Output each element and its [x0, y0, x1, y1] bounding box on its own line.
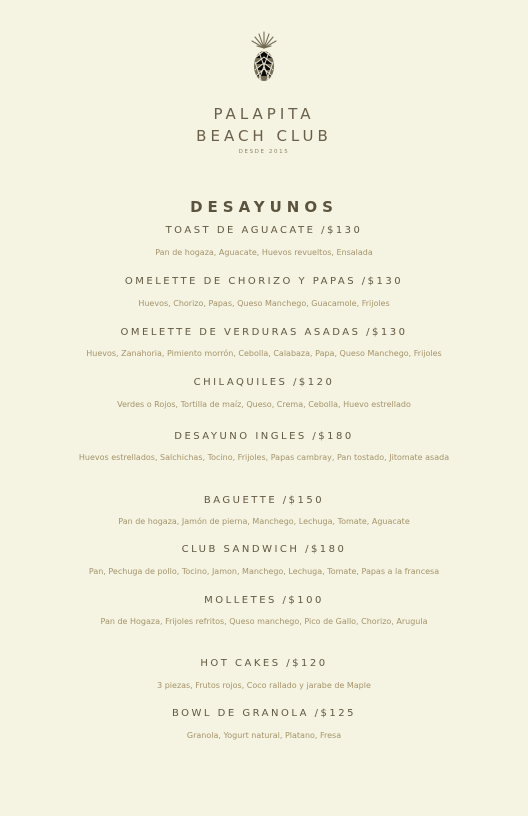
- brand-since-text: DESDE 2015: [238, 149, 290, 155]
- menu-item-title: OMELETTE DE VERDURAS ASADAS /$130: [120, 327, 408, 338]
- menu-item-description: Huevos, Chorizo, Papas, Queso Manchego, Guacamole, Frijoles: [138, 299, 390, 308]
- menu-item-title: CLUB SANDWICH /$180: [181, 544, 347, 555]
- menu-item-title: TOAST DE AGUACATE /$130: [165, 225, 363, 236]
- section-title-breakfast: DESAYUNOS: [190, 198, 338, 217]
- menu-item-title: BAGUETTE /$150: [203, 495, 325, 506]
- menu-item-title: CHILAQUILES /$120: [193, 377, 335, 388]
- pineapple-icon: [0, 30, 528, 86]
- brand-name-line-one: PALAPITA: [213, 105, 315, 123]
- menu-item-title: MOLLETES /$100: [204, 595, 324, 606]
- brand-name-line-two: BEACH CLUB: [196, 127, 332, 145]
- menu-item-title: OMELETTE DE CHORIZO Y PAPAS /$130: [124, 276, 404, 287]
- menu-item-description: Pan de hogaza, Aguacate, Huevos revueltos, Ensalada: [155, 248, 373, 257]
- menu-item-description: Pan de hogaza, Jamón de pierna, Manchego, Lechuga, Tomate, Aguacate: [118, 517, 410, 526]
- menu-item-title: BOWL DE GRANOLA /$125: [171, 708, 356, 719]
- menu-item-description: Huevos, Zanahoria, Pimiento morrón, Cebolla, Calabaza, Papa, Queso Manchego, Frijoles: [86, 349, 442, 358]
- menu-item-title: DESAYUNO INGLES /$180: [174, 431, 354, 442]
- menu-item-description: Verdes o Rojos, Tortilla de maíz, Queso, Crema, Cebolla, Huevo estrellado: [117, 400, 411, 409]
- menu-item-description: Granola, Yogurt natural, Platano, Fresa: [186, 731, 342, 740]
- menu-item-description: Huevos estrellados, Salchichas, Tocino, Frijoles, Papas cambray, Pan tostado, Jitomate asada: [78, 453, 450, 462]
- menu-item-description: 3 piezas, Frutos rojos, Coco rallado y jarabe de Maple: [157, 681, 371, 690]
- menu-item-description: Pan, Pechuga de pollo, Tocino, Jamon, Manchego, Lechuga, Tomate, Papas a la francesa: [88, 567, 440, 576]
- menu-item-title: HOT CAKES /$120: [200, 658, 328, 669]
- menu-item-description: Pan de Hogaza, Frijoles refritos, Queso manchego, Pico de Gallo, Chorizo, Arugula: [100, 617, 428, 626]
